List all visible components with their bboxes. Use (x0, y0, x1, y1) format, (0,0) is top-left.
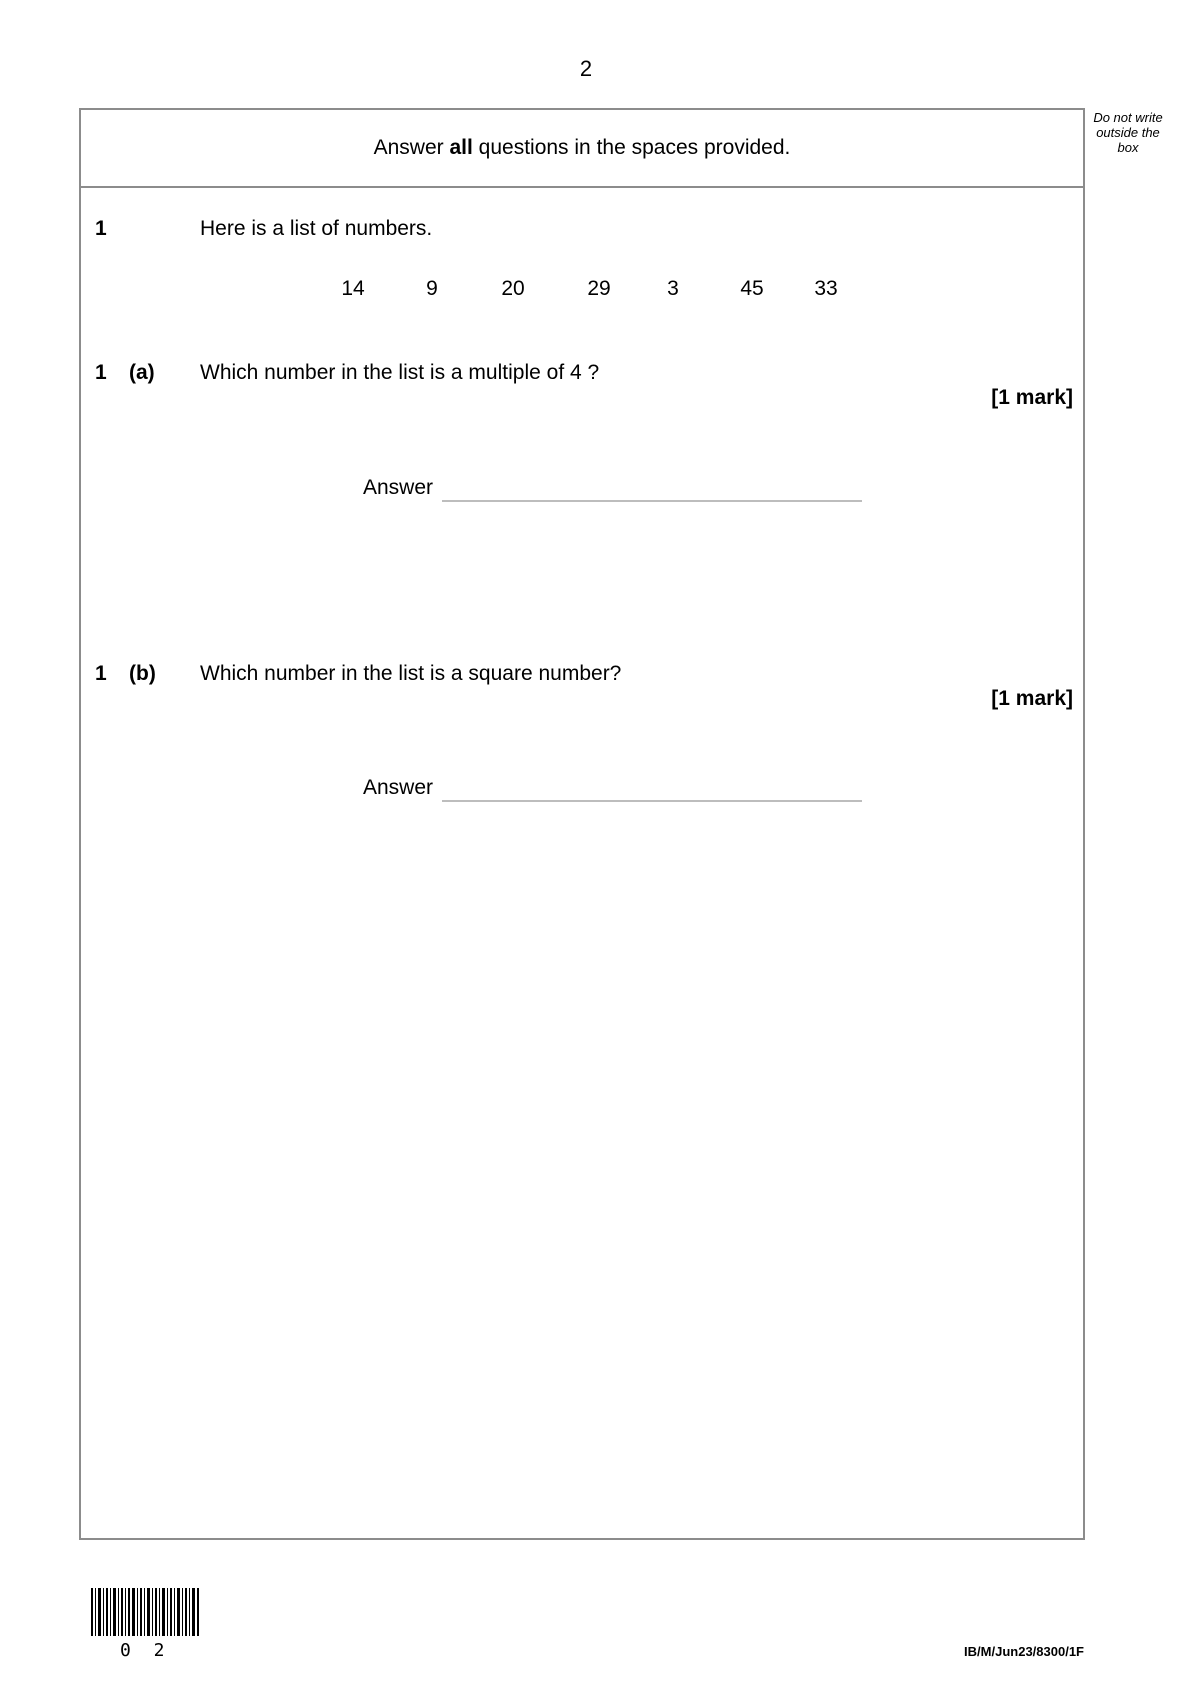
barcode (91, 1588, 201, 1636)
paper-reference: IB/M/Jun23/8300/1F (964, 1644, 1084, 1659)
list-number: 29 (587, 277, 611, 300)
question-number: 1 (95, 217, 107, 240)
list-number: 9 (426, 277, 438, 300)
list-number: 14 (341, 277, 365, 300)
part-a-text: Which number in the list is a multiple of 4 ? (200, 361, 600, 384)
part-a-label: (a) (129, 361, 155, 384)
part-b-label: (b) (129, 662, 156, 685)
instruction-text-before: Answer (373, 136, 450, 159)
page-number: 2 (579, 56, 593, 81)
instruction-text-bold: all (449, 136, 473, 159)
question-stem: Here is a list of numbers. (200, 217, 433, 240)
part-a-answer-field[interactable] (442, 500, 862, 502)
part-a-number: 1 (95, 361, 107, 384)
instruction-row (81, 110, 1083, 188)
part-b-text: Which number in the list is a square number? (200, 662, 622, 685)
part-a-marks: [1 mark] (991, 386, 1073, 409)
barcode-digits: 0 2 (120, 1640, 171, 1661)
part-b-marks: [1 mark] (991, 687, 1073, 710)
list-number: 33 (814, 277, 838, 300)
part-a-answer-label: Answer (363, 476, 434, 499)
instruction-text-after: questions in the spaces provided. (472, 136, 791, 159)
list-number: 3 (667, 277, 679, 300)
part-b-number: 1 (95, 662, 107, 685)
list-number: 45 (740, 277, 764, 300)
part-b-answer-label: Answer (363, 776, 434, 799)
answer-box-frame (79, 108, 1085, 1540)
part-b-answer-field[interactable] (442, 800, 862, 802)
list-number: 20 (501, 277, 525, 300)
margin-note: Do not write outside the box (1093, 110, 1163, 155)
